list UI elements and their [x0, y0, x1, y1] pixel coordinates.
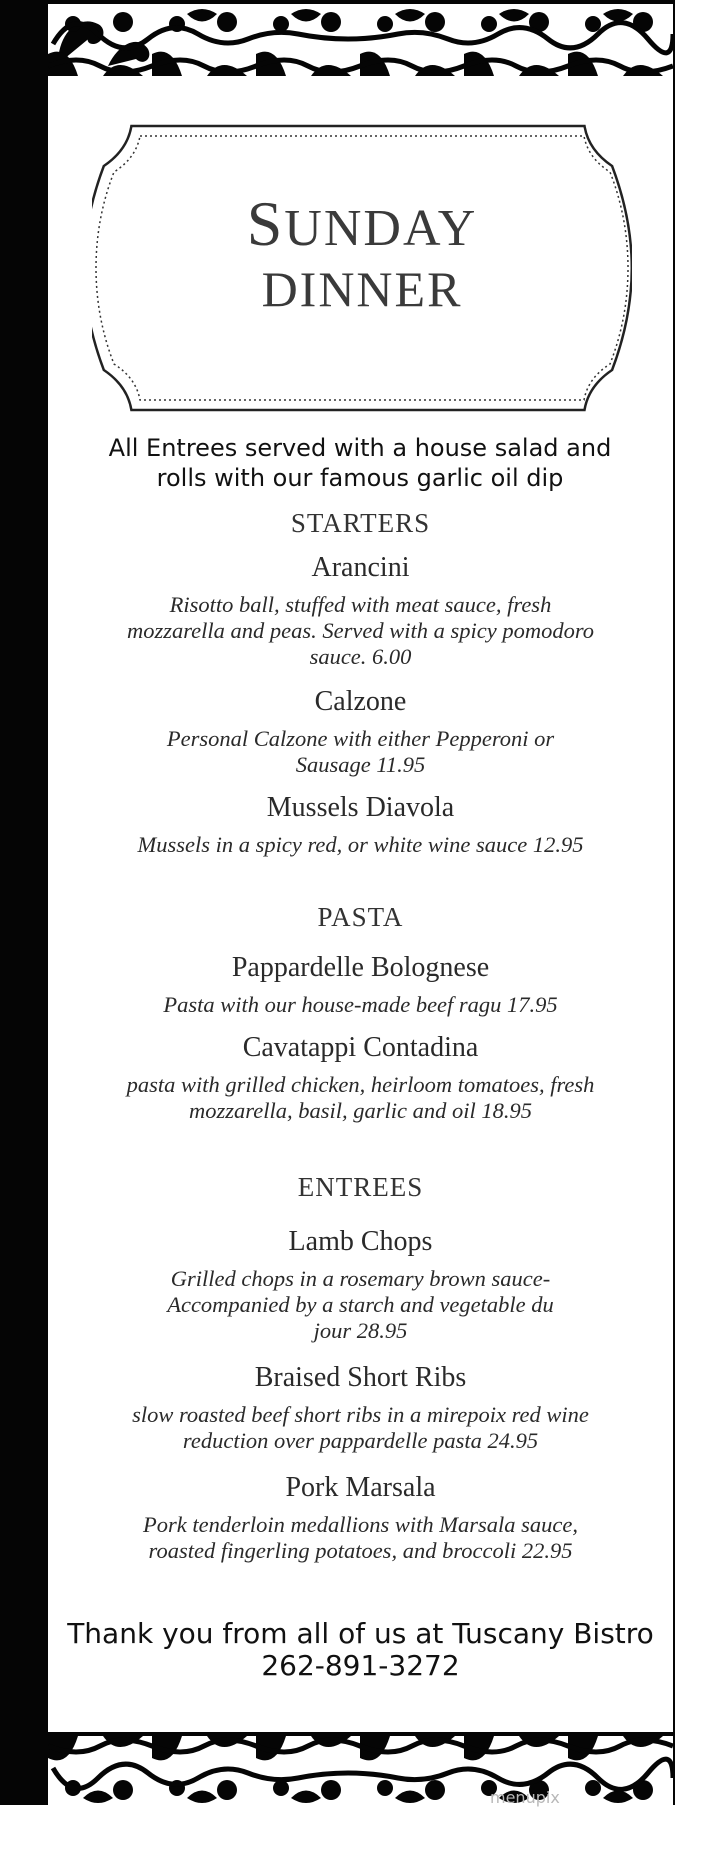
menu-item-name: Pappardelle Bolognese	[231, 952, 490, 983]
damask-pattern-bottom	[48, 1736, 673, 1808]
description-line: Risotto ball, stuffed with meat sauce, fresh	[169, 592, 552, 617]
menu-item-description	[88, 992, 633, 1018]
description-line: reduction over pappardelle pasta 24.95	[182, 1428, 539, 1453]
damask-pattern-top	[48, 4, 673, 76]
description-line: Pork tenderloin medallions with Marsala sauce,	[143, 1512, 578, 1537]
description-line: Pasta with our house-made beef ragu 17.95	[163, 992, 558, 1017]
menu-item-description	[88, 1072, 633, 1124]
menu-item-description	[88, 1512, 633, 1564]
menu-item-name: Lamb Chops	[288, 1226, 433, 1257]
menu-item-description	[88, 1266, 633, 1344]
intro-line-1: All Entrees served with a house salad and	[108, 434, 612, 462]
damask-border-top	[48, 4, 673, 76]
thank-you-note	[48, 1618, 673, 1682]
menu-item-name: Mussels Diavola	[266, 792, 455, 823]
menu-item-description	[88, 1402, 633, 1454]
section-heading-starters: STARTERS	[290, 508, 431, 538]
menu-item-description	[88, 592, 633, 670]
intro-line-2: rolls with our famous garlic oil dip	[156, 464, 564, 492]
description-line: slow roasted beef short ribs in a mirepoix red wine	[132, 1402, 589, 1427]
menu-item-description	[88, 726, 633, 778]
menu-item-name: Pork Marsala	[285, 1472, 436, 1503]
description-line: Personal Calzone with either Pepperoni or	[166, 726, 555, 751]
phone-number: 262-891-3272	[261, 1649, 460, 1682]
description-line: Grilled chops in a rosemary brown sauce-	[170, 1266, 551, 1291]
intro-note	[100, 433, 620, 493]
watermark: menupix	[490, 1788, 560, 1807]
description-line: Mussels in a spicy red, or white wine sauce 12.95	[137, 832, 584, 857]
thank-you-line: Thank you from all of us at Tuscany Bistro	[67, 1617, 654, 1650]
section-heading-entrees: ENTREES	[297, 1172, 424, 1202]
menu-item-name: Braised Short Ribs	[254, 1362, 467, 1393]
title-line-1	[92, 188, 632, 259]
section-heading-pasta: PASTA	[317, 902, 404, 932]
description-line: pasta with grilled chicken, heirloom tomatoes, fresh	[126, 1072, 595, 1097]
menu-item-description	[88, 832, 633, 858]
description-line: Sausage 11.95	[295, 752, 426, 777]
description-line: Accompanied by a starch and vegetable du	[167, 1292, 554, 1317]
description-line: mozzarella, basil, garlic and oil 18.95	[189, 1098, 532, 1123]
menu-item-name: Cavatappi Contadina	[242, 1032, 479, 1063]
description-line: sauce. 6.00	[309, 644, 412, 669]
menu-title	[92, 188, 632, 319]
description-line: mozzarella and peas. Served with a spicy pomodoro	[126, 618, 595, 643]
damask-border-bottom	[48, 1736, 673, 1808]
menu-item-name: Arancini	[311, 552, 410, 583]
title-rest: UNDAY	[284, 200, 478, 257]
description-line: roasted fingerling potatoes, and broccoli 22.95	[148, 1538, 573, 1563]
title-initial: S	[246, 188, 285, 259]
menu-item-name: Calzone	[314, 686, 407, 717]
description-line: jour 28.95	[313, 1318, 408, 1343]
title-line-2: DINNER	[261, 261, 463, 317]
